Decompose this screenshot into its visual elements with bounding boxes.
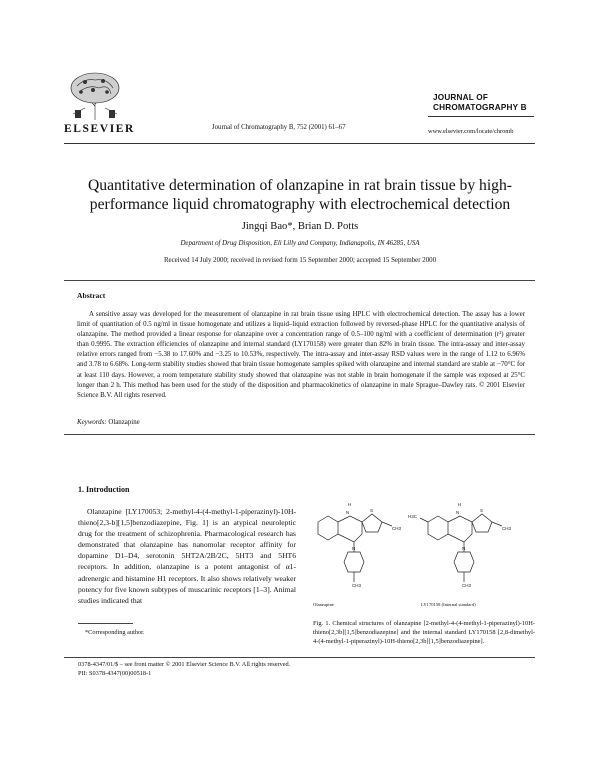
atom-n-1: N [346,510,350,515]
atom-s-1: S [370,508,374,513]
figure-1-structures [300,490,540,610]
journal-name [433,93,527,113]
footnote-rule [78,623,133,624]
journal-name-line2: CHROMATOGRAPHY B [433,103,527,112]
affiliation: Department of Drug Disposition, Eli Lilly and Company, Indianapolis, IN 46285, USA [180,240,420,247]
footer-rule [64,657,535,658]
benzene-ring-2 [428,516,448,540]
introduction-text: Olanzapine [LY170053; 2-methyl-4-(4-methyl-1-piperazinyl)-10H-thieno[2,3-b][1,5]benzodiazepine, Fig. 1] is an atypical neuroleptic drug for the treatment of schizophrenia. Pharmacological research has demonstrated that olanzapine has nanomolar receptor affinity for dopamine D1–D4, serotonin 5HT2A/2B/2C, 5HT3 and 5HT6 receptors. In addition, olanzapine is a potent antagonist of α1-adrenergic and histamine H1 receptors. It also shows relatively weaker potency for five known subtypes of muscarinic receptors [1–3]. Animal studies indicated that [78,507,296,605]
atom-ch3-4: CH3 [462,583,472,588]
diazepine-ring-1 [338,516,362,542]
structure-label-olanzapine: Olanzapine [313,602,334,607]
article-title-line1: Quantitative determination of olanzapine in rat brain tissue by high- [88,177,512,194]
abstract-bottom-rule [64,434,535,435]
atom-ch3-3: CH3 [502,526,512,531]
journal-name-rule [428,116,534,117]
header-divider [64,143,535,144]
atom-h-1: H [348,502,352,507]
abstract-heading: Abstract [77,291,106,300]
section-heading-introduction: 1. Introduction [78,485,130,494]
publisher-wordmark: ELSEVIER [64,123,135,135]
atom-n-3: N [456,510,460,515]
keywords-value: Olanzapine [108,419,140,426]
footnote: *Corresponding author. [85,629,145,636]
thiophene-ring-1 [362,514,382,532]
benzene-ring-1 [318,516,338,540]
abstract-top-rule [64,280,535,281]
journal-reference: Journal of Chromatography B, 752 (2001) 61–67 [212,124,346,131]
atom-ch3-1: CH3 [392,526,402,531]
atom-ch3-2: CH3 [352,583,362,588]
elsevier-tree-logo [65,70,125,122]
figure-1-caption: Fig. 1. Chemical structures of olanzapine [2-methyl-4-(4-methyl-1-piperazinyl)-10H-thieno[2,3b][1,5]benzodiazepine] and the internal standard LY170158 [2,8-dimethyl-4-(4-methyl-1-piperazinyl)-10H-thieno[2,3b][1,5]benzodiazepine]. [313,620,535,646]
atom-h3c: H3C [408,514,418,519]
atom-h-2: H [458,502,462,507]
abstract-text: A sensitive assay was developed for the measurement of olanzapine in rat brain tissue using HPLC with electrochemical detection. The assay has a lower limit of quantitation of 0.5 ng/ml in tissue homogenate and utilizes a liquid–liquid extraction followed by reversed-phase HPLC for the quantitative analysis of olanzapine. The method provided a linear response for olanzapine over a concentration range of 0.5–100 ng/ml with a coefficient of determination (r²) greater than 0.9995. The extraction efficiencies of olanzapine and internal standard (LY170158) were greater than 82% in brain tissue. The intra-assay and inter-assay relative errors ranged from −5.38 to 17.60% and −3.25 to 10.53%, respectively. The intra-assay and inter-assay RSD values were in the range of 1.12 to 6.96% and 3.78 to 6.68%. Long-term stability studies showed that brain tissue homogenate samples spiked with olanzapine and internal standard are stable at −70°C for at least 110 days. However, a room temperature stability study showed that olanzapine was not stable in brain homogenate if the sample was exposed at 25°C longer than 2 h. This method has been used for the study of the disposition and pharmacokinetics of olanzapine in male Sprague–Dawley rats. © 2001 Elsevier Science B.V. All rights reserved. [77,311,525,399]
keywords-label: Keywords: [77,419,107,426]
article-title [60,176,540,214]
copyright-line: 0378-4347/01/$ – see front matter © 2001 Elsevier Science B.V. All rights reserved. [78,661,291,668]
atom-s-2: S [480,508,484,513]
atom-n-2: N [352,546,356,551]
atom-n-4: N [462,546,466,551]
article-title-line2: performance liquid chromatography with electrochemical detection [89,196,511,213]
piperazine-ring-1 [344,552,364,572]
journal-name-line1: JOURNAL OF [433,93,489,102]
thiophene-ring-2 [472,514,492,532]
authors: Jingqi Bao*, Brian D. Potts [241,221,359,232]
keywords [77,419,140,426]
journal-url[interactable]: www.elsevier.com/locate/chromb [428,128,514,135]
received-dates: Received 14 July 2000; received in revised form 15 September 2000; accepted 15 September 2000 [163,257,437,264]
structure-label-internal-standard: LY170158 (Internal standard) [421,602,476,607]
diazepine-ring-2 [448,516,472,542]
pii-line: PII: S0378-4347(00)00518-1 [78,670,152,677]
piperazine-ring-2 [454,552,474,572]
